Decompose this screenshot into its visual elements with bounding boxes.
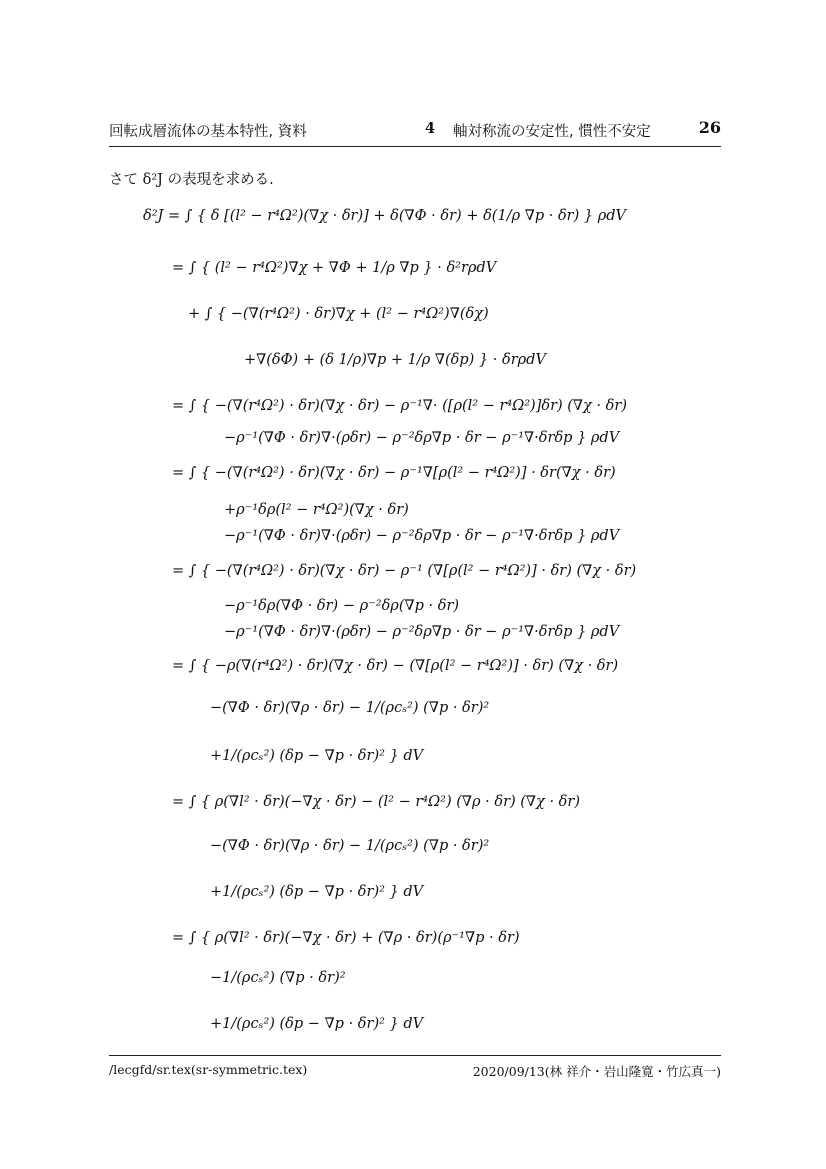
equation-line: = ∫ { −(∇(r⁴Ω²) · δr)(∇χ · δr) − ρ⁻¹∇· ([ρ(l² − r⁴Ω²)]δr) (∇χ · δr) xyxy=(172,398,627,414)
equation-line: = ∫ { ρ(∇l² · δr)(−∇χ · δr) − (l² − r⁴Ω²) (∇ρ · δr) (∇χ · δr) xyxy=(172,794,580,810)
page-header xyxy=(109,120,721,147)
date-authors: 2020/09/13(林 祥介・岩山隆寛・竹広真一) xyxy=(472,1064,721,1079)
equation-line: −ρ⁻¹(∇Φ · δr)∇·(ρδr) − ρ⁻²δρ∇p · δr − ρ⁻¹∇·δrδp } ρdV xyxy=(224,624,620,640)
section-number: 4 xyxy=(425,120,436,137)
equation-line: −(∇Φ · δr)(∇ρ · δr) − 1/(ρcₛ²) (∇p · δr)² xyxy=(210,700,490,716)
page-footer xyxy=(109,1055,721,1079)
equation-line: −(∇Φ · δr)(∇ρ · δr) − 1/(ρcₛ²) (∇p · δr)² xyxy=(210,838,490,854)
equation-line: −ρ⁻¹δρ(∇Φ · δr) − ρ⁻²δρ(∇p · δr) xyxy=(224,598,460,614)
equation-line: −1/(ρcₛ²) (∇p · δr)² xyxy=(210,970,346,986)
equation-line: δ²J = ∫ { δ [(l² − r⁴Ω²)(∇χ · δr)] + δ(∇Φ · δr) + δ(1/ρ ∇p · δr) } ρdV xyxy=(143,208,626,224)
source-path: /lecgfd/sr.tex(sr-symmetric.tex) xyxy=(109,1062,308,1077)
equation-line: −ρ⁻¹(∇Φ · δr)∇·(ρδr) − ρ⁻²δρ∇p · δr − ρ⁻¹∇·δrδp } ρdV xyxy=(224,528,620,544)
intro-text: さて δ²J の表現を求める. xyxy=(109,172,274,188)
equation-line: = ∫ { −(∇(r⁴Ω²) · δr)(∇χ · δr) − ρ⁻¹∇[ρ(l² − r⁴Ω²)] · δr(∇χ · δr) xyxy=(172,465,616,481)
equation-line: +∇(δΦ) + (δ 1/ρ)∇p + 1/ρ ∇(δp) } · δrρdV xyxy=(244,352,546,368)
equation-line: = ∫ { −ρ(∇(r⁴Ω²) · δr)(∇χ · δr) − (∇[ρ(l² − r⁴Ω²)] · δr) (∇χ · δr) xyxy=(172,658,619,674)
document-title: 回転成層流体の基本特性, 資料 xyxy=(109,124,307,140)
page-number: 26 xyxy=(698,118,721,137)
equation-line: −ρ⁻¹(∇Φ · δr)∇·(ρδr) − ρ⁻²δρ∇p · δr − ρ⁻¹∇·δrδp } ρdV xyxy=(224,430,620,446)
equation-line: = ∫ { ρ(∇l² · δr)(−∇χ · δr) + (∇ρ · δr)(ρ⁻¹∇p · δr) xyxy=(172,930,520,946)
equation-line: +1/(ρcₛ²) (δp − ∇p · δr)² } dV xyxy=(210,1016,424,1032)
equation-line: = ∫ { −(∇(r⁴Ω²) · δr)(∇χ · δr) − ρ⁻¹ (∇[ρ(l² − r⁴Ω²)] · δr) (∇χ · δr) xyxy=(172,563,637,579)
equation-line: +ρ⁻¹δρ(l² − r⁴Ω²)(∇χ · δr) xyxy=(224,502,409,518)
section-title: 軸対称流の安定性, 慣性不安定 xyxy=(453,124,651,140)
equation-line: = ∫ { (l² − r⁴Ω²)∇χ + ∇Φ + 1/ρ ∇p } · δ²rρdV xyxy=(172,260,497,276)
equation-line: +1/(ρcₛ²) (δp − ∇p · δr)² } dV xyxy=(210,884,424,900)
equation-line: +1/(ρcₛ²) (δp − ∇p · δr)² } dV xyxy=(210,748,424,764)
equation-line: + ∫ { −(∇(r⁴Ω²) · δr)∇χ + (l² − r⁴Ω²)∇(δχ) xyxy=(188,306,489,322)
